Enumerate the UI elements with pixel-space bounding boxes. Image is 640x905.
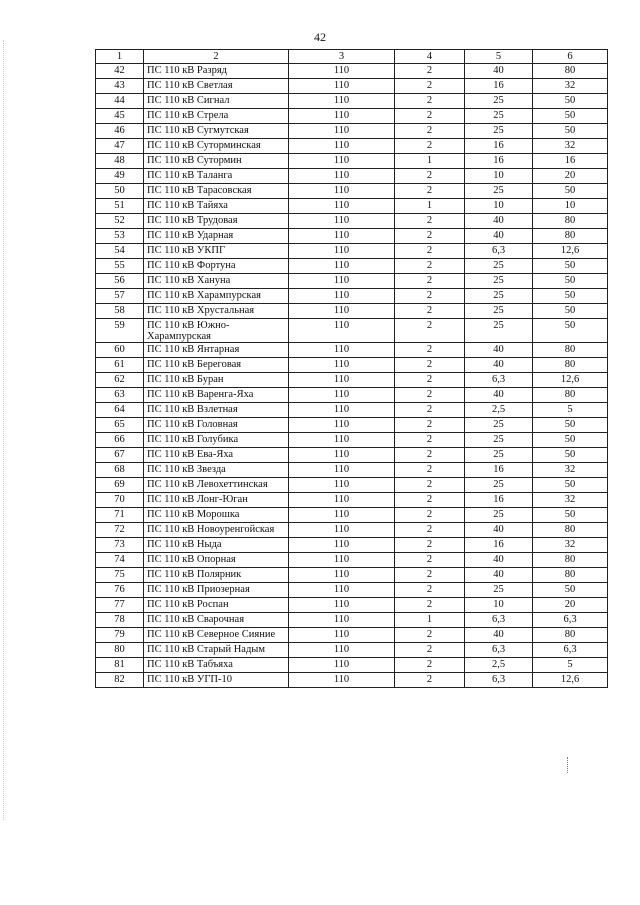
substation-name-cell: ПС 110 кВ Головная <box>144 418 289 433</box>
table-row <box>96 568 608 583</box>
substation-name-cell: ПС 110 кВ Приозерная <box>144 583 289 598</box>
table-row <box>96 94 608 109</box>
transformer-count-cell: 2 <box>395 214 465 229</box>
total-capacity-cell: 50 <box>533 94 608 109</box>
transformer-count-cell: 2 <box>395 139 465 154</box>
voltage-cell: 110 <box>289 184 395 199</box>
transformer-count-cell: 2 <box>395 493 465 508</box>
transformer-count-cell: 2 <box>395 289 465 304</box>
substation-name-cell: ПС 110 кВ Фортуна <box>144 259 289 274</box>
substation-name-cell: ПС 110 кВ Хрустальная <box>144 304 289 319</box>
row-number-cell: 49 <box>96 169 144 184</box>
voltage-cell: 110 <box>289 154 395 169</box>
voltage-cell: 110 <box>289 229 395 244</box>
unit-capacity-cell: 25 <box>465 94 533 109</box>
voltage-cell: 110 <box>289 79 395 94</box>
voltage-cell: 110 <box>289 343 395 358</box>
total-capacity-cell: 50 <box>533 109 608 124</box>
total-capacity-cell: 50 <box>533 274 608 289</box>
total-capacity-cell: 80 <box>533 343 608 358</box>
row-number-cell: 56 <box>96 274 144 289</box>
voltage-cell: 110 <box>289 214 395 229</box>
substation-name-cell: ПС 110 кВ Звезда <box>144 463 289 478</box>
table-row <box>96 463 608 478</box>
row-number-cell: 69 <box>96 478 144 493</box>
table-row <box>96 229 608 244</box>
substation-name-cell: ПС 110 кВ Табъяха <box>144 658 289 673</box>
row-number-cell: 78 <box>96 613 144 628</box>
unit-capacity-cell: 40 <box>465 64 533 79</box>
unit-capacity-cell: 25 <box>465 448 533 463</box>
unit-capacity-cell: 40 <box>465 343 533 358</box>
unit-capacity-cell: 40 <box>465 229 533 244</box>
substation-name-cell: ПС 110 кВ Старый Надым <box>144 643 289 658</box>
table-row <box>96 64 608 79</box>
voltage-cell: 110 <box>289 628 395 643</box>
substation-name-cell: ПС 110 кВ Ударная <box>144 229 289 244</box>
table-row <box>96 673 608 688</box>
total-capacity-cell: 12,6 <box>533 244 608 259</box>
table-row <box>96 169 608 184</box>
substation-name-cell: ПС 110 кВ УГП-10 <box>144 673 289 688</box>
substation-name-cell: ПС 110 кВ Суторминская <box>144 139 289 154</box>
table-row <box>96 199 608 214</box>
transformer-count-cell: 2 <box>395 169 465 184</box>
transformer-count-cell: 2 <box>395 388 465 403</box>
total-capacity-cell: 50 <box>533 124 608 139</box>
table-row <box>96 388 608 403</box>
table-row <box>96 259 608 274</box>
total-capacity-cell: 32 <box>533 538 608 553</box>
transformer-count-cell: 2 <box>395 109 465 124</box>
substation-table <box>95 49 608 688</box>
unit-capacity-cell: 16 <box>465 493 533 508</box>
unit-capacity-cell: 16 <box>465 538 533 553</box>
voltage-cell: 110 <box>289 388 395 403</box>
table-row <box>96 214 608 229</box>
unit-capacity-cell: 2,5 <box>465 403 533 418</box>
total-capacity-cell: 32 <box>533 463 608 478</box>
transformer-count-cell: 1 <box>395 154 465 169</box>
row-number-cell: 66 <box>96 433 144 448</box>
voltage-cell: 110 <box>289 448 395 463</box>
table-row <box>96 373 608 388</box>
total-capacity-cell: 50 <box>533 319 608 343</box>
total-capacity-cell: 80 <box>533 388 608 403</box>
unit-capacity-cell: 25 <box>465 304 533 319</box>
voltage-cell: 110 <box>289 169 395 184</box>
row-number-cell: 70 <box>96 493 144 508</box>
total-capacity-cell: 20 <box>533 598 608 613</box>
transformer-count-cell: 2 <box>395 583 465 598</box>
unit-capacity-cell: 40 <box>465 388 533 403</box>
voltage-cell: 110 <box>289 259 395 274</box>
unit-capacity-cell: 25 <box>465 583 533 598</box>
row-number-cell: 72 <box>96 523 144 538</box>
voltage-cell: 110 <box>289 358 395 373</box>
substation-name-cell: ПС 110 кВ Опорная <box>144 553 289 568</box>
table-row <box>96 553 608 568</box>
unit-capacity-cell: 25 <box>465 184 533 199</box>
table-row <box>96 274 608 289</box>
transformer-count-cell: 2 <box>395 568 465 583</box>
table-row <box>96 538 608 553</box>
row-number-cell: 53 <box>96 229 144 244</box>
table-row <box>96 418 608 433</box>
transformer-count-cell: 2 <box>395 64 465 79</box>
row-number-cell: 82 <box>96 673 144 688</box>
unit-capacity-cell: 6,3 <box>465 643 533 658</box>
voltage-cell: 110 <box>289 418 395 433</box>
substation-name-cell: ПС 110 кВ Морошка <box>144 508 289 523</box>
transformer-count-cell: 2 <box>395 418 465 433</box>
substation-name-cell: ПС 110 кВ Тайяха <box>144 199 289 214</box>
voltage-cell: 110 <box>289 613 395 628</box>
substation-name-cell: ПС 110 кВ Роспан <box>144 598 289 613</box>
transformer-count-cell: 2 <box>395 433 465 448</box>
substation-name-cell: ПС 110 кВ Таланга <box>144 169 289 184</box>
total-capacity-cell: 12,6 <box>533 373 608 388</box>
unit-capacity-cell: 16 <box>465 79 533 94</box>
table-row <box>96 493 608 508</box>
voltage-cell: 110 <box>289 523 395 538</box>
substation-name-cell: ПС 110 кВ Новоуренгойская <box>144 523 289 538</box>
voltage-cell: 110 <box>289 373 395 388</box>
column-header-2: 2 <box>144 50 289 64</box>
transformer-count-cell: 2 <box>395 319 465 343</box>
voltage-cell: 110 <box>289 658 395 673</box>
voltage-cell: 110 <box>289 508 395 523</box>
table-row <box>96 304 608 319</box>
voltage-cell: 110 <box>289 568 395 583</box>
row-number-cell: 81 <box>96 658 144 673</box>
voltage-cell: 110 <box>289 433 395 448</box>
table-row <box>96 598 608 613</box>
transformer-count-cell: 2 <box>395 304 465 319</box>
row-number-cell: 44 <box>96 94 144 109</box>
transformer-count-cell: 2 <box>395 658 465 673</box>
total-capacity-cell: 80 <box>533 229 608 244</box>
total-capacity-cell: 5 <box>533 658 608 673</box>
table-row <box>96 289 608 304</box>
total-capacity-cell: 80 <box>533 523 608 538</box>
voltage-cell: 110 <box>289 598 395 613</box>
voltage-cell: 110 <box>289 403 395 418</box>
substation-name-cell: ПС 110 кВ Южно-Харампурская <box>144 319 289 343</box>
voltage-cell: 110 <box>289 274 395 289</box>
transformer-count-cell: 2 <box>395 538 465 553</box>
unit-capacity-cell: 40 <box>465 358 533 373</box>
row-number-cell: 58 <box>96 304 144 319</box>
transformer-count-cell: 2 <box>395 673 465 688</box>
total-capacity-cell: 6,3 <box>533 643 608 658</box>
voltage-cell: 110 <box>289 244 395 259</box>
table-row <box>96 124 608 139</box>
table-row <box>96 628 608 643</box>
unit-capacity-cell: 40 <box>465 523 533 538</box>
row-number-cell: 63 <box>96 388 144 403</box>
substation-name-cell: ПС 110 кВ Харампурская <box>144 289 289 304</box>
transformer-count-cell: 2 <box>395 523 465 538</box>
transformer-count-cell: 2 <box>395 184 465 199</box>
row-number-cell: 80 <box>96 643 144 658</box>
voltage-cell: 110 <box>289 94 395 109</box>
row-number-cell: 65 <box>96 418 144 433</box>
unit-capacity-cell: 16 <box>465 139 533 154</box>
row-number-cell: 48 <box>96 154 144 169</box>
transformer-count-cell: 2 <box>395 628 465 643</box>
row-number-cell: 62 <box>96 373 144 388</box>
unit-capacity-cell: 40 <box>465 628 533 643</box>
transformer-count-cell: 1 <box>395 199 465 214</box>
unit-capacity-cell: 10 <box>465 199 533 214</box>
substation-name-cell: ПС 110 кВ Сварочная <box>144 613 289 628</box>
unit-capacity-cell: 25 <box>465 319 533 343</box>
unit-capacity-cell: 40 <box>465 568 533 583</box>
transformer-count-cell: 2 <box>395 343 465 358</box>
voltage-cell: 110 <box>289 319 395 343</box>
total-capacity-cell: 32 <box>533 79 608 94</box>
unit-capacity-cell: 25 <box>465 478 533 493</box>
transformer-count-cell: 2 <box>395 79 465 94</box>
row-number-cell: 68 <box>96 463 144 478</box>
transformer-count-cell: 2 <box>395 373 465 388</box>
table-row <box>96 658 608 673</box>
total-capacity-cell: 50 <box>533 304 608 319</box>
row-number-cell: 61 <box>96 358 144 373</box>
table-body <box>96 64 608 688</box>
voltage-cell: 110 <box>289 304 395 319</box>
total-capacity-cell: 16 <box>533 154 608 169</box>
transformer-count-cell: 1 <box>395 613 465 628</box>
substation-name-cell: ПС 110 кВ Сигнал <box>144 94 289 109</box>
voltage-cell: 110 <box>289 64 395 79</box>
column-header-3: 3 <box>289 50 395 64</box>
total-capacity-cell: 80 <box>533 358 608 373</box>
transformer-count-cell: 2 <box>395 274 465 289</box>
transformer-count-cell: 2 <box>395 643 465 658</box>
transformer-count-cell: 2 <box>395 244 465 259</box>
table-row <box>96 244 608 259</box>
table-row <box>96 478 608 493</box>
row-number-cell: 77 <box>96 598 144 613</box>
unit-capacity-cell: 10 <box>465 169 533 184</box>
substation-name-cell: ПС 110 кВ Береговая <box>144 358 289 373</box>
row-number-cell: 52 <box>96 214 144 229</box>
substation-name-cell: ПС 110 кВ Голубика <box>144 433 289 448</box>
substation-name-cell: ПС 110 кВ Светлая <box>144 79 289 94</box>
transformer-count-cell: 2 <box>395 229 465 244</box>
page-number: 42 <box>314 30 326 44</box>
transformer-count-cell: 2 <box>395 478 465 493</box>
substation-name-cell: ПС 110 кВ Ныда <box>144 538 289 553</box>
total-capacity-cell: 12,6 <box>533 673 608 688</box>
substation-name-cell: ПС 110 кВ Стрела <box>144 109 289 124</box>
unit-capacity-cell: 25 <box>465 109 533 124</box>
transformer-count-cell: 2 <box>395 94 465 109</box>
total-capacity-cell: 50 <box>533 583 608 598</box>
total-capacity-cell: 50 <box>533 259 608 274</box>
voltage-cell: 110 <box>289 478 395 493</box>
transformer-count-cell: 2 <box>395 508 465 523</box>
scan-margin-dots <box>3 40 6 820</box>
unit-capacity-cell: 16 <box>465 154 533 169</box>
total-capacity-cell: 50 <box>533 289 608 304</box>
unit-capacity-cell: 40 <box>465 214 533 229</box>
total-capacity-cell: 5 <box>533 403 608 418</box>
total-capacity-cell: 80 <box>533 64 608 79</box>
substation-name-cell: ПС 110 кВ УКПГ <box>144 244 289 259</box>
unit-capacity-cell: 16 <box>465 463 533 478</box>
table-row <box>96 643 608 658</box>
row-number-cell: 45 <box>96 109 144 124</box>
total-capacity-cell: 32 <box>533 493 608 508</box>
column-header-6: 6 <box>533 50 608 64</box>
total-capacity-cell: 50 <box>533 184 608 199</box>
unit-capacity-cell: 25 <box>465 508 533 523</box>
substation-name-cell: ПС 110 кВ Сутормин <box>144 154 289 169</box>
substation-name-cell: ПС 110 кВ Лонг-Юган <box>144 493 289 508</box>
substation-name-cell: ПС 110 кВ Янтарная <box>144 343 289 358</box>
unit-capacity-cell: 25 <box>465 289 533 304</box>
table-row <box>96 139 608 154</box>
substation-name-cell: ПС 110 кВ Варенга-Яха <box>144 388 289 403</box>
transformer-count-cell: 2 <box>395 463 465 478</box>
row-number-cell: 67 <box>96 448 144 463</box>
transformer-count-cell: 2 <box>395 598 465 613</box>
row-number-cell: 50 <box>96 184 144 199</box>
total-capacity-cell: 50 <box>533 478 608 493</box>
unit-capacity-cell: 25 <box>465 433 533 448</box>
voltage-cell: 110 <box>289 109 395 124</box>
table-row <box>96 358 608 373</box>
row-number-cell: 74 <box>96 553 144 568</box>
row-number-cell: 60 <box>96 343 144 358</box>
voltage-cell: 110 <box>289 463 395 478</box>
substation-name-cell: ПС 110 кВ Взлетная <box>144 403 289 418</box>
row-number-cell: 76 <box>96 583 144 598</box>
table-row <box>96 583 608 598</box>
transformer-count-cell: 2 <box>395 259 465 274</box>
total-capacity-cell: 80 <box>533 568 608 583</box>
total-capacity-cell: 50 <box>533 433 608 448</box>
total-capacity-cell: 80 <box>533 553 608 568</box>
row-number-cell: 59 <box>96 319 144 343</box>
transformer-count-cell: 2 <box>395 553 465 568</box>
unit-capacity-cell: 6,3 <box>465 244 533 259</box>
transformer-count-cell: 2 <box>395 448 465 463</box>
unit-capacity-cell: 6,3 <box>465 673 533 688</box>
table-row <box>96 184 608 199</box>
unit-capacity-cell: 40 <box>465 553 533 568</box>
header-row <box>96 50 608 64</box>
substation-name-cell: ПС 110 кВ Трудовая <box>144 214 289 229</box>
margin-mark <box>567 757 572 773</box>
row-number-cell: 71 <box>96 508 144 523</box>
row-number-cell: 54 <box>96 244 144 259</box>
row-number-cell: 46 <box>96 124 144 139</box>
row-number-cell: 47 <box>96 139 144 154</box>
transformer-count-cell: 2 <box>395 124 465 139</box>
substation-name-cell: ПС 110 кВ Полярник <box>144 568 289 583</box>
total-capacity-cell: 20 <box>533 169 608 184</box>
voltage-cell: 110 <box>289 643 395 658</box>
unit-capacity-cell: 25 <box>465 274 533 289</box>
transformer-count-cell: 2 <box>395 403 465 418</box>
unit-capacity-cell: 6,3 <box>465 373 533 388</box>
total-capacity-cell: 50 <box>533 508 608 523</box>
table-row <box>96 319 608 343</box>
total-capacity-cell: 10 <box>533 199 608 214</box>
row-number-cell: 42 <box>96 64 144 79</box>
substation-name-cell: ПС 110 кВ Северное Сияние <box>144 628 289 643</box>
table-row <box>96 523 608 538</box>
unit-capacity-cell: 25 <box>465 259 533 274</box>
substation-name-cell: ПС 110 кВ Тарасовская <box>144 184 289 199</box>
column-header-4: 4 <box>395 50 465 64</box>
table-row <box>96 343 608 358</box>
unit-capacity-cell: 2,5 <box>465 658 533 673</box>
substation-name-cell: ПС 110 кВ Хануна <box>144 274 289 289</box>
table-row <box>96 403 608 418</box>
substation-name-cell: ПС 110 кВ Буран <box>144 373 289 388</box>
voltage-cell: 110 <box>289 673 395 688</box>
voltage-cell: 110 <box>289 124 395 139</box>
unit-capacity-cell: 10 <box>465 598 533 613</box>
row-number-cell: 79 <box>96 628 144 643</box>
voltage-cell: 110 <box>289 493 395 508</box>
total-capacity-cell: 80 <box>533 628 608 643</box>
table-row <box>96 79 608 94</box>
substation-name-cell: ПС 110 кВ Разряд <box>144 64 289 79</box>
total-capacity-cell: 80 <box>533 214 608 229</box>
substation-name-cell: ПС 110 кВ Ева-Яха <box>144 448 289 463</box>
row-number-cell: 57 <box>96 289 144 304</box>
total-capacity-cell: 32 <box>533 139 608 154</box>
substation-name-cell: ПС 110 кВ Левохеттинская <box>144 478 289 493</box>
table-row <box>96 154 608 169</box>
voltage-cell: 110 <box>289 583 395 598</box>
row-number-cell: 55 <box>96 259 144 274</box>
transformer-count-cell: 2 <box>395 358 465 373</box>
table-row <box>96 433 608 448</box>
total-capacity-cell: 6,3 <box>533 613 608 628</box>
row-number-cell: 51 <box>96 199 144 214</box>
substation-name-cell: ПС 110 кВ Сугмутская <box>144 124 289 139</box>
voltage-cell: 110 <box>289 289 395 304</box>
row-number-cell: 64 <box>96 403 144 418</box>
table-row <box>96 508 608 523</box>
unit-capacity-cell: 6,3 <box>465 613 533 628</box>
table-row <box>96 613 608 628</box>
table-row <box>96 448 608 463</box>
table-row <box>96 109 608 124</box>
column-header-1: 1 <box>96 50 144 64</box>
voltage-cell: 110 <box>289 553 395 568</box>
voltage-cell: 110 <box>289 538 395 553</box>
voltage-cell: 110 <box>289 199 395 214</box>
row-number-cell: 73 <box>96 538 144 553</box>
voltage-cell: 110 <box>289 139 395 154</box>
row-number-cell: 43 <box>96 79 144 94</box>
total-capacity-cell: 50 <box>533 418 608 433</box>
total-capacity-cell: 50 <box>533 448 608 463</box>
unit-capacity-cell: 25 <box>465 418 533 433</box>
row-number-cell: 75 <box>96 568 144 583</box>
column-header-5: 5 <box>465 50 533 64</box>
unit-capacity-cell: 25 <box>465 124 533 139</box>
